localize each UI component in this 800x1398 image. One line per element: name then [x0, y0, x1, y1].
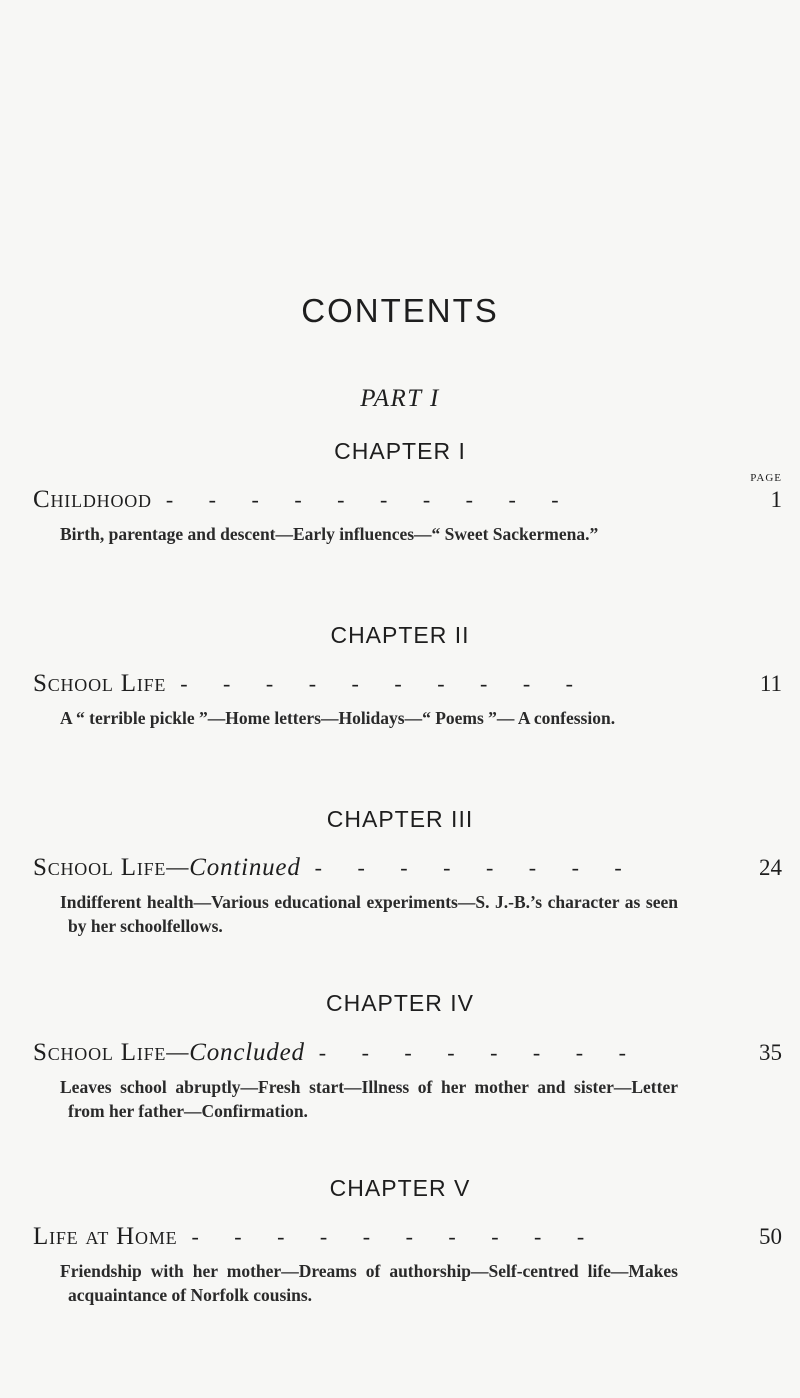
- chapter-title: School Life—Continued: [33, 854, 301, 881]
- chapter-heading: CHAPTER IV: [325, 990, 475, 1016]
- page-number: 24: [759, 855, 782, 880]
- toc-entry[interactable]: [33, 670, 782, 702]
- chapter-summary: A “ terrible pickle ”—Home letters—Holidays—“ Poems ”— A confession.: [60, 708, 616, 728]
- dot-leaders: - - - - - - - - - -: [165, 487, 574, 512]
- toc-entry[interactable]: [33, 486, 782, 518]
- chapter-heading: CHAPTER V: [329, 1175, 471, 1201]
- chapter-summary: Indifferent health—Various educational experiments—S. J.-B.’s character as seen by her schoolfellows.: [60, 892, 678, 936]
- part-title: PART I: [360, 385, 440, 412]
- dot-leaders: - - - - - - - -: [318, 1040, 641, 1065]
- chapter-title: Life at Home: [33, 1223, 178, 1250]
- page-number: 11: [759, 671, 782, 696]
- page-number: 1: [770, 487, 782, 512]
- chapter-summary: Friendship with her mother—Dreams of authorship—Self-centred life—Makes acquaintance of Norfolk cousins.: [60, 1261, 678, 1305]
- page-number: 50: [759, 1224, 782, 1249]
- chapter-heading: CHAPTER III: [326, 806, 474, 832]
- page-column-label: PAGE: [750, 472, 782, 484]
- chapter-summary: Birth, parentage and descent—Early influences—“ Sweet Sackermena.”: [60, 524, 599, 544]
- toc-entry[interactable]: [33, 1223, 782, 1255]
- chapter-heading: CHAPTER I: [334, 438, 466, 464]
- chapter-title: Childhood: [33, 486, 152, 513]
- chapter-summary: Leaves school abruptly—Fresh start—Illness of her mother and sister—Letter from her father—Confirmation.: [60, 1077, 678, 1121]
- chapter-heading: CHAPTER II: [330, 622, 470, 648]
- toc-entry[interactable]: [33, 1039, 782, 1071]
- dot-leaders: - - - - - - - -: [314, 855, 637, 880]
- page-title: CONTENTS: [301, 292, 499, 329]
- page-number: 35: [759, 1040, 782, 1065]
- dot-leaders: - - - - - - - - - -: [191, 1224, 600, 1249]
- dot-leaders: - - - - - - - - - -: [180, 671, 588, 696]
- toc-entry[interactable]: [33, 854, 782, 886]
- chapter-title: School Life—Concluded: [33, 1039, 305, 1066]
- chapter-title: School Life: [33, 670, 167, 697]
